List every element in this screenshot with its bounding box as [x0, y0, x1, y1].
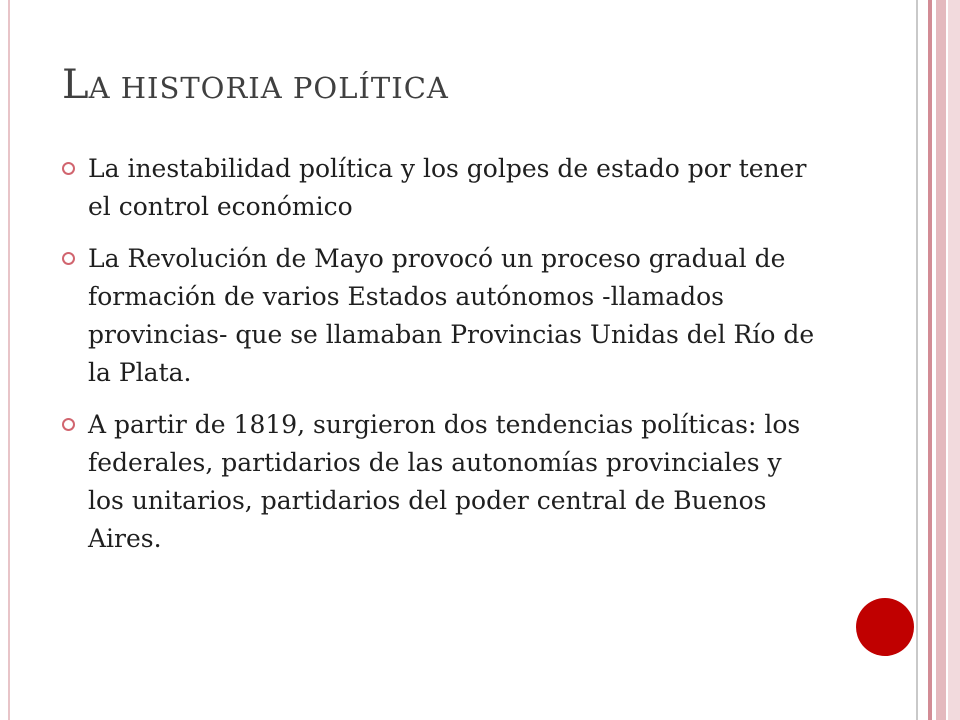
stripe — [948, 0, 960, 720]
bullet-text: La inestabilidad política y los golpes de estado por tener el control económico — [88, 154, 807, 221]
bullet-text: La Revolución de Mayo provocó un proceso gradual de formación de varios Estados autónomos -llamados provincias- que se llamaban Provincias Unidas del Río de la Plata. — [88, 244, 815, 387]
ring-bullet-icon — [62, 252, 75, 265]
bullet-list — [62, 150, 822, 572]
stripe — [918, 0, 928, 720]
bullet-item — [62, 240, 822, 392]
bullet-text: A partir de 1819, surgieron dos tendencias políticas: los federales, partidarios de las autonomías provinciales y los unitarios, partidarios del poder central de Buenos Aires. — [88, 410, 801, 553]
title-rest: A HISTORIA POLÍTICA — [88, 71, 449, 105]
ring-bullet-icon — [62, 418, 75, 431]
decorative-stripes — [916, 0, 960, 720]
slide-title — [62, 62, 449, 108]
red-circle-decoration — [856, 598, 914, 656]
bullet-item — [62, 150, 822, 226]
stripe — [936, 0, 946, 720]
bullet-item — [62, 406, 822, 558]
title-initial: L — [62, 62, 89, 108]
left-border-line — [8, 0, 10, 720]
ring-bullet-icon — [62, 162, 75, 175]
